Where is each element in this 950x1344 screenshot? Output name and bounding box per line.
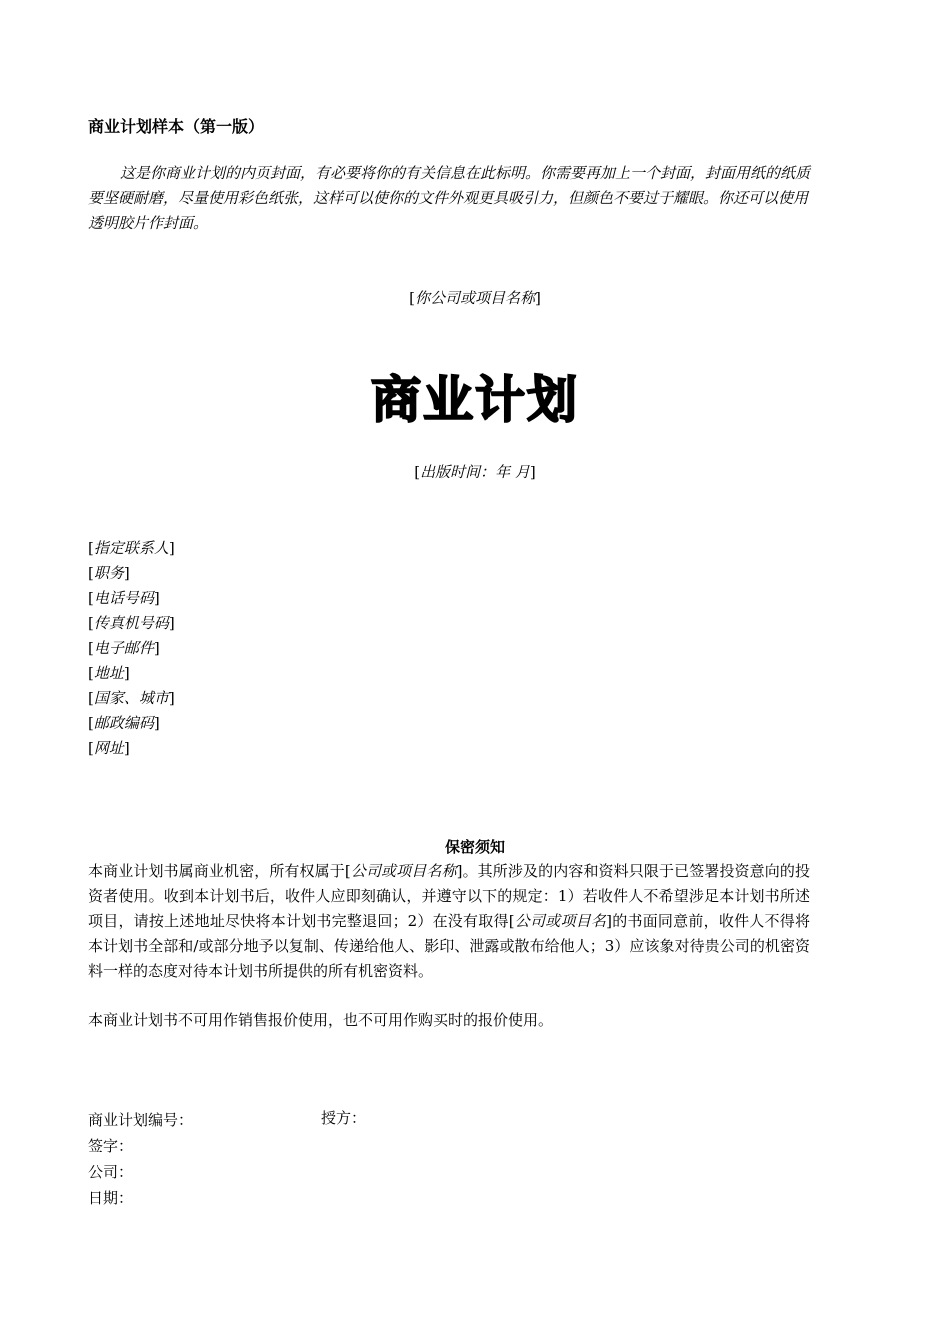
confidential-paragraph: 本商业计划书属商业机密，所有权属于[公司或项目名称]。其所涉及的内容和资料只限于已签署投资意向的投资者使用。收到本计划书后，收件人应即刻确认，并遵守以下的规定：1）若收件人不希望涉足本计划书所述项目，请按上述地址尽快将本计划书完整退回；2）在没有取得[公司或项目名]的书面同意前，收件人不得将本计划书全部和/或部分地予以复制、传递给他人、影印、泄露或散布给他人；3）应该象对待贵公司的机密资料一样的态度对待本计划书所提供的所有机密资料。 xyxy=(88,862,810,980)
contact-item: [职务] xyxy=(88,564,130,582)
contact-item: [地址] xyxy=(88,664,130,682)
confidential-title: 保密须知 xyxy=(444,838,505,856)
company-label: 公司： xyxy=(88,1163,134,1181)
sign-label: 签字： xyxy=(88,1137,134,1155)
contact-item: [传真机号码] xyxy=(88,614,175,632)
company-name-text: 你公司或项目名称 xyxy=(414,289,535,307)
signature-block xyxy=(88,1107,193,1211)
date-label: 日期： xyxy=(88,1189,134,1207)
contact-item: [网址] xyxy=(88,739,130,757)
company-name-placeholder: [你公司或项目名称] xyxy=(409,289,541,307)
contact-item: [电子邮件] xyxy=(88,639,160,657)
grantee-label: 授方： xyxy=(321,1109,367,1127)
plan-number-label: 商业计划编号： xyxy=(88,1111,194,1129)
contact-item: [国家、城市] xyxy=(88,689,175,707)
contact-list xyxy=(88,536,175,761)
cover-title: 商业计划 xyxy=(371,371,579,429)
publish-date-text: 出版时间：年 月 xyxy=(420,463,530,481)
usage-note: 本商业计划书不可用作销售报价使用，也不可用作购买时的报价使用。 xyxy=(88,1011,554,1029)
publish-date-placeholder: [出版时间：年 月] xyxy=(414,463,536,481)
contact-item: [邮政编码] xyxy=(88,714,160,732)
contact-item: [电话号码] xyxy=(88,589,160,607)
contact-item: [指定联系人] xyxy=(88,539,175,557)
intro-paragraph: 这是你商业计划的内页封面，有必要将你的有关信息在此标明。你需要再加上一个封面，封面用纸的纸质要坚硬耐磨，尽量使用彩色纸张，这样可以使你的文件外观更具吸引力，但颜色不要过于耀眼。你还可以使用透明胶片作封面。 xyxy=(88,164,811,232)
document-heading: 商业计划样本（第一版） xyxy=(88,117,265,136)
